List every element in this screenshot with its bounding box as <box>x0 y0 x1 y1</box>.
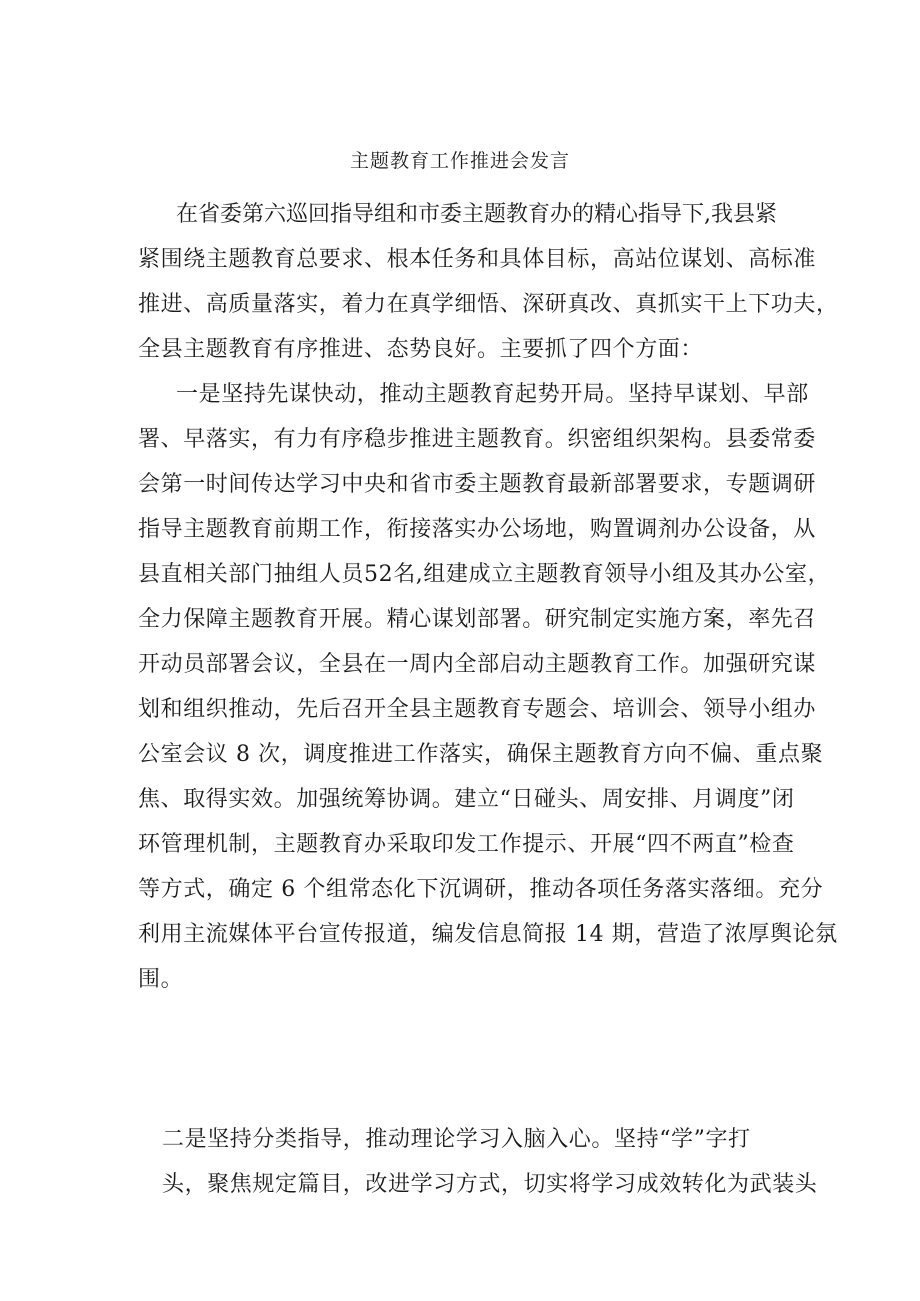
paragraph-2-line-14: 围。 <box>138 967 184 992</box>
paragraph-2-line-4: 指导主题教育前期工作，衔接落实办公场地，购置调剂办公设备，从 <box>138 517 817 542</box>
paragraph-2-line-2: 署、早落实，有力有序稳步推进主题教育。织密组织架构。县委常委 <box>138 427 817 452</box>
document-title: 主题教育工作推进会发言 <box>349 150 570 172</box>
paragraph-3-line-2: 头，聚焦规定篇目，改进学习方式，切实将学习成效转化为武装头 <box>162 1172 818 1197</box>
paragraph-2-line-12: 等方式，确定 6 个组常态化下沉调研，推动各项任务落实落细。充分 <box>138 877 824 902</box>
paragraph-2-line-11: 环管理机制，主题教育办采取印发工作提示、开展“四不两直”检查 <box>138 832 795 857</box>
paragraph-2-line-6: 全力保障主题教育开展。精心谋划部署。研究制定实施方案，率先召 <box>138 607 817 632</box>
paragraph-2-line-8: 划和组织推动，先后召开全县主题教育专题会、培训会、领导小组办 <box>138 697 817 722</box>
paragraph-1-line-1: 在省委第六巡回指导组和市委主题教育办的精心指导下,我县紧 <box>176 202 777 227</box>
paragraph-2-line-3: 会第一时间传达学习中央和省市委主题教育最新部署要求，专题调研 <box>138 472 817 497</box>
paragraph-1-line-4: 全县主题教育有序推进、态势良好。主要抓了四个方面： <box>138 337 704 362</box>
paragraph-2-line-13: 利用主流媒体平台宣传报道，编发信息简报 14 期，营造了浓厚舆论氛 <box>138 922 838 947</box>
paragraph-1-line-3: 推进、高质量落实，着力在真学细悟、深研真改、真抓实干上下功夫， <box>138 292 839 317</box>
paragraph-2-line-10: 焦、取得实效。加强统筹协调。建立“日碰头、周安排、月调度”闭 <box>138 787 795 812</box>
paragraph-2-line-5: 县直相关部门抽组人员52名,组建成立主题教育领导小组及其办公室， <box>138 562 831 587</box>
paragraph-3-line-1: 二是坚持分类指导，推动理论学习入脑入心。坚持“学”字打 <box>162 1127 751 1152</box>
paragraph-1-line-2: 紧围绕主题教育总要求、根本任务和具体目标，高站位谋划、高标准 <box>138 247 817 272</box>
paragraph-2-line-1: 一是坚持先谋快动，推动主题教育起势开局。坚持早谋划、早部 <box>176 382 809 407</box>
paragraph-2-line-9: 公室会议 8 次，调度推进工作落实，确保主题教育方向不偏、重点聚 <box>138 742 824 767</box>
paragraph-2-line-7: 开动员部署会议，全县在一周内全部启动主题教育工作。加强研究谋 <box>138 652 817 677</box>
